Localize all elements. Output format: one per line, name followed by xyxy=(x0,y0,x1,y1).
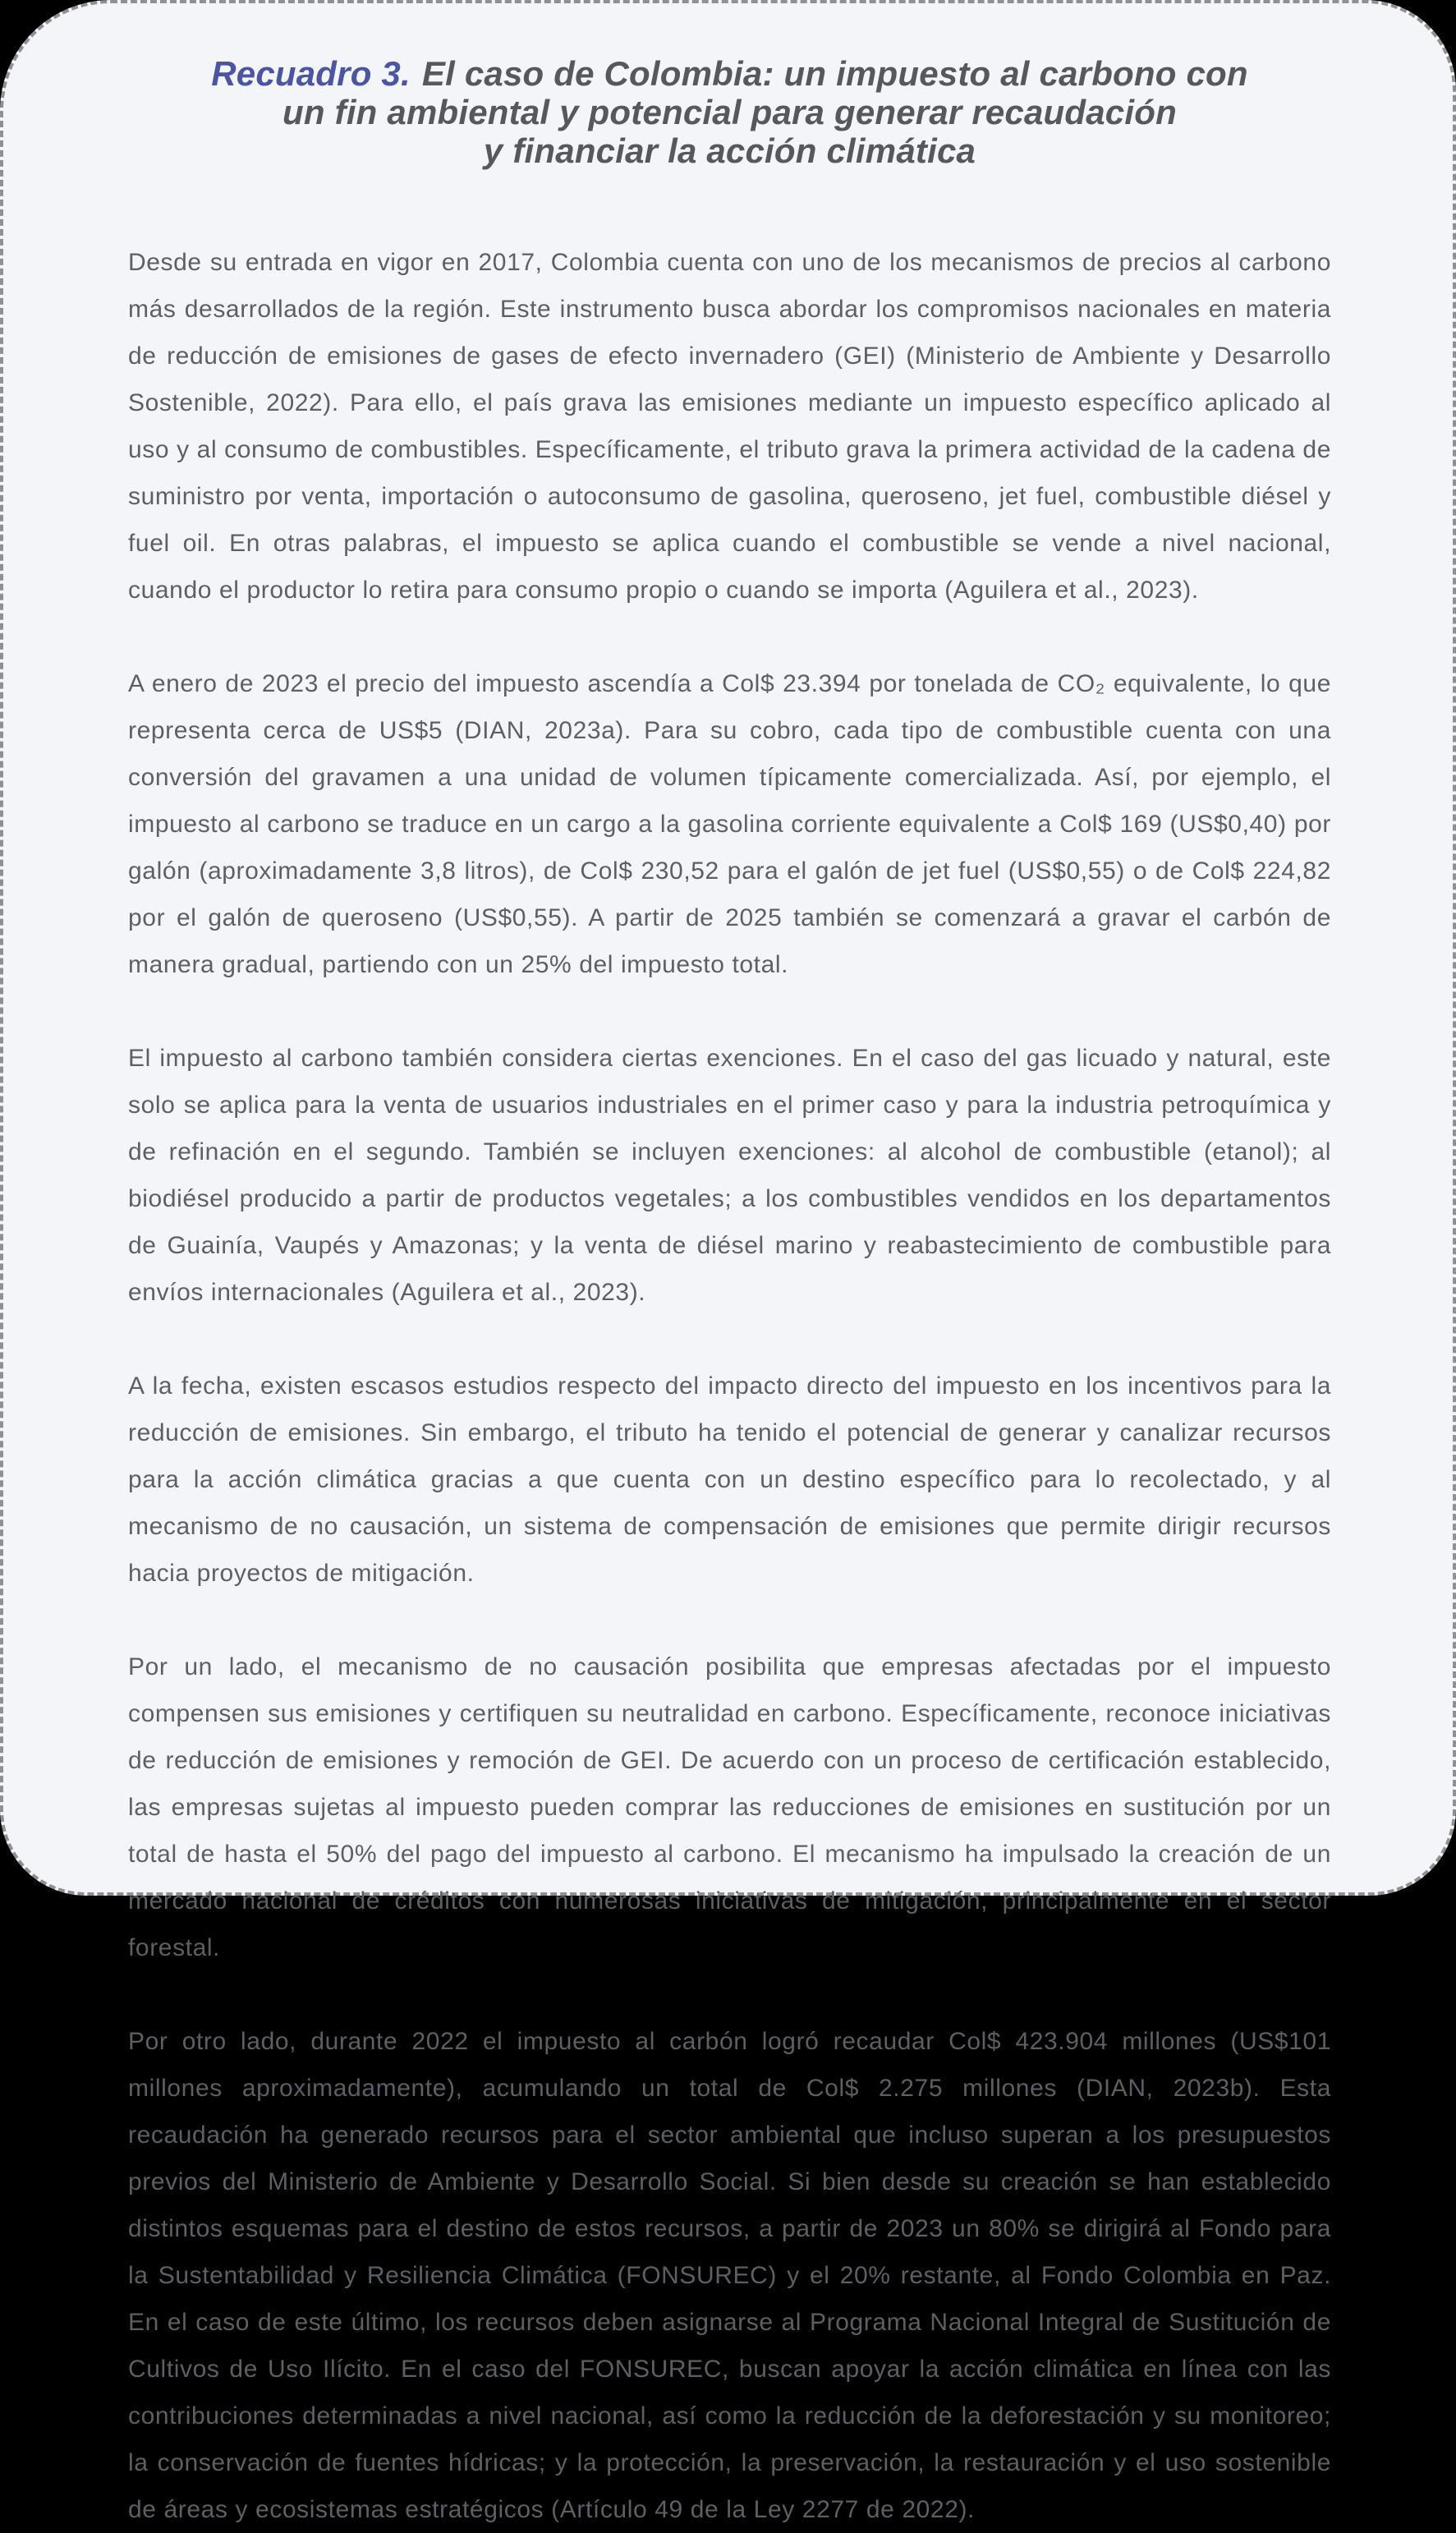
box-body xyxy=(128,239,1331,2533)
title-text-1: El caso de Colombia: un impuesto al carbono con xyxy=(421,54,1248,93)
title-line-1 xyxy=(128,54,1331,93)
title-line-2: un fin ambiental y potencial para generar recaudación xyxy=(282,93,1177,131)
box-title xyxy=(128,54,1331,170)
paragraph-5: Por un lado, el mecanismo de no causación posibilita que empresas afectadas por el impuesto compensen sus emisiones y certifiquen su neutralidad en carbono. Específicamente, reconoce iniciativas de reducción de emisiones y remoción de GEI. De acuerdo con un proceso de certificación establecido, las empresas sujetas al impuesto pueden comprar las reducciones de emisiones en sustitución por un total de hasta el 50% del pago del impuesto al carbono. El mecanismo ha impulsado la creación de un mercado nacional de créditos con numerosas iniciativas de mitigación, principalmente en el sector forestal. xyxy=(128,1653,1331,1961)
box-label: Recuadro 3. xyxy=(211,54,411,93)
title-line-3: y financiar la acción climática xyxy=(483,131,976,170)
paragraph-6: Por otro lado, durante 2022 el impuesto al carbón logró recaudar Col$ 423.904 millones (US$101 millones aproximadamente), acumulando un total de Col$ 2.275 millones (DIAN, 2023b). Esta recaudación ha generado recursos para el sector ambiental que incluso superan a los presupuestos previos del Ministerio de Ambiente y Desarrollo Social. Si bien desde su creación se han establecido distintos esquemas para el destino de estos recursos, a partir de 2023 un 80% se dirigirá al Fondo para la Sustentabilidad y Resiliencia Climática (FONSUREC) y el 20% restante, al Fondo Colombia en Paz. En el caso de este último, los recursos deben asignarse al Programa Nacional Integral de Sustitución de Cultivos de Uso Ilícito. En el caso del FONSUREC, buscan apoyar la acción climática en línea con las contribuciones determinadas a nivel nacional, así como la reducción de la deforestación y su monitoreo; la conservación de fuentes hídricas; y la protección, la preservación, la restauración y el uso sostenible de áreas y ecosistemas estratégicos (Artículo 49 de la Ley 2277 de 2022). xyxy=(128,2028,1331,2523)
paragraph-3: El impuesto al carbono también considera ciertas exenciones. En el caso del gas licuado y natural, este solo se aplica para la venta de usuarios industriales en el primer caso y para la industria petroquímica y de refinación en el segundo. También se incluyen exenciones: al alcohol de combustible (etanol); al biodiésel producido a partir de productos vegetales; a los combustibles vendidos en los departamentos de Guainía, Vaupés y Amazonas; y la venta de diésel marino y reabastecimiento de combustible para envíos internacionales (Aguilera et al., 2023). xyxy=(128,1045,1331,1306)
paragraph-1: Desde su entrada en vigor en 2017, Colombia cuenta con uno de los mecanismos de precios al carbono más desarrollados de la región. Este instrumento busca abordar los compromisos nacionales en materia de reducción de emisiones de gases de efecto invernadero (GEI) (Ministerio de Ambiente y Desarrollo Sostenible, 2022). Para ello, el país grava las emisiones mediante un impuesto específico aplicado al uso y al consumo de combustibles. Específicamente, el tributo grava la primera actividad de la cadena de suministro por venta, importación o autoconsumo de gasolina, queroseno, jet fuel, combustible diésel y fuel oil. En otras palabras, el impuesto se aplica cuando el combustible se vende a nivel nacional, cuando el productor lo retira para consumo propio o cuando se importa (Aguilera et al., 2023). xyxy=(128,249,1331,604)
paragraph-4: A la fecha, existen escasos estudios respecto del impacto directo del impuesto en los incentivos para la reducción de emisiones. Sin embargo, el tributo ha tenido el potencial de generar y canalizar recursos para la acción climática gracias a que cuenta con un destino específico para lo recolectado, y al mecanismo de no causación, un sistema de compensación de emisiones que permite dirigir recursos hacia proyectos de mitigación. xyxy=(128,1372,1331,1587)
paragraph-2: A enero de 2023 el precio del impuesto ascendía a Col$ 23.394 por tonelada de CO₂ equivalente, lo que representa cerca de US$5 (DIAN, 2023a). Para su cobro, cada tipo de combustible cuenta con una conversión del gravamen a una unidad de volumen típicamente comercializada. Así, por ejemplo, el impuesto al carbono se traduce en un cargo a la gasolina corriente equivalente a Col$ 169 (US$0,40) por galón (aproximadamente 3,8 litros), de Col$ 230,52 para el galón de jet fuel (US$0,55) o de Col$ 224,82 por el galón de queroseno (US$0,55). A partir de 2025 también se comenzará a gravar el carbón de manera gradual, partiendo con un 25% del impuesto total. xyxy=(128,670,1331,978)
